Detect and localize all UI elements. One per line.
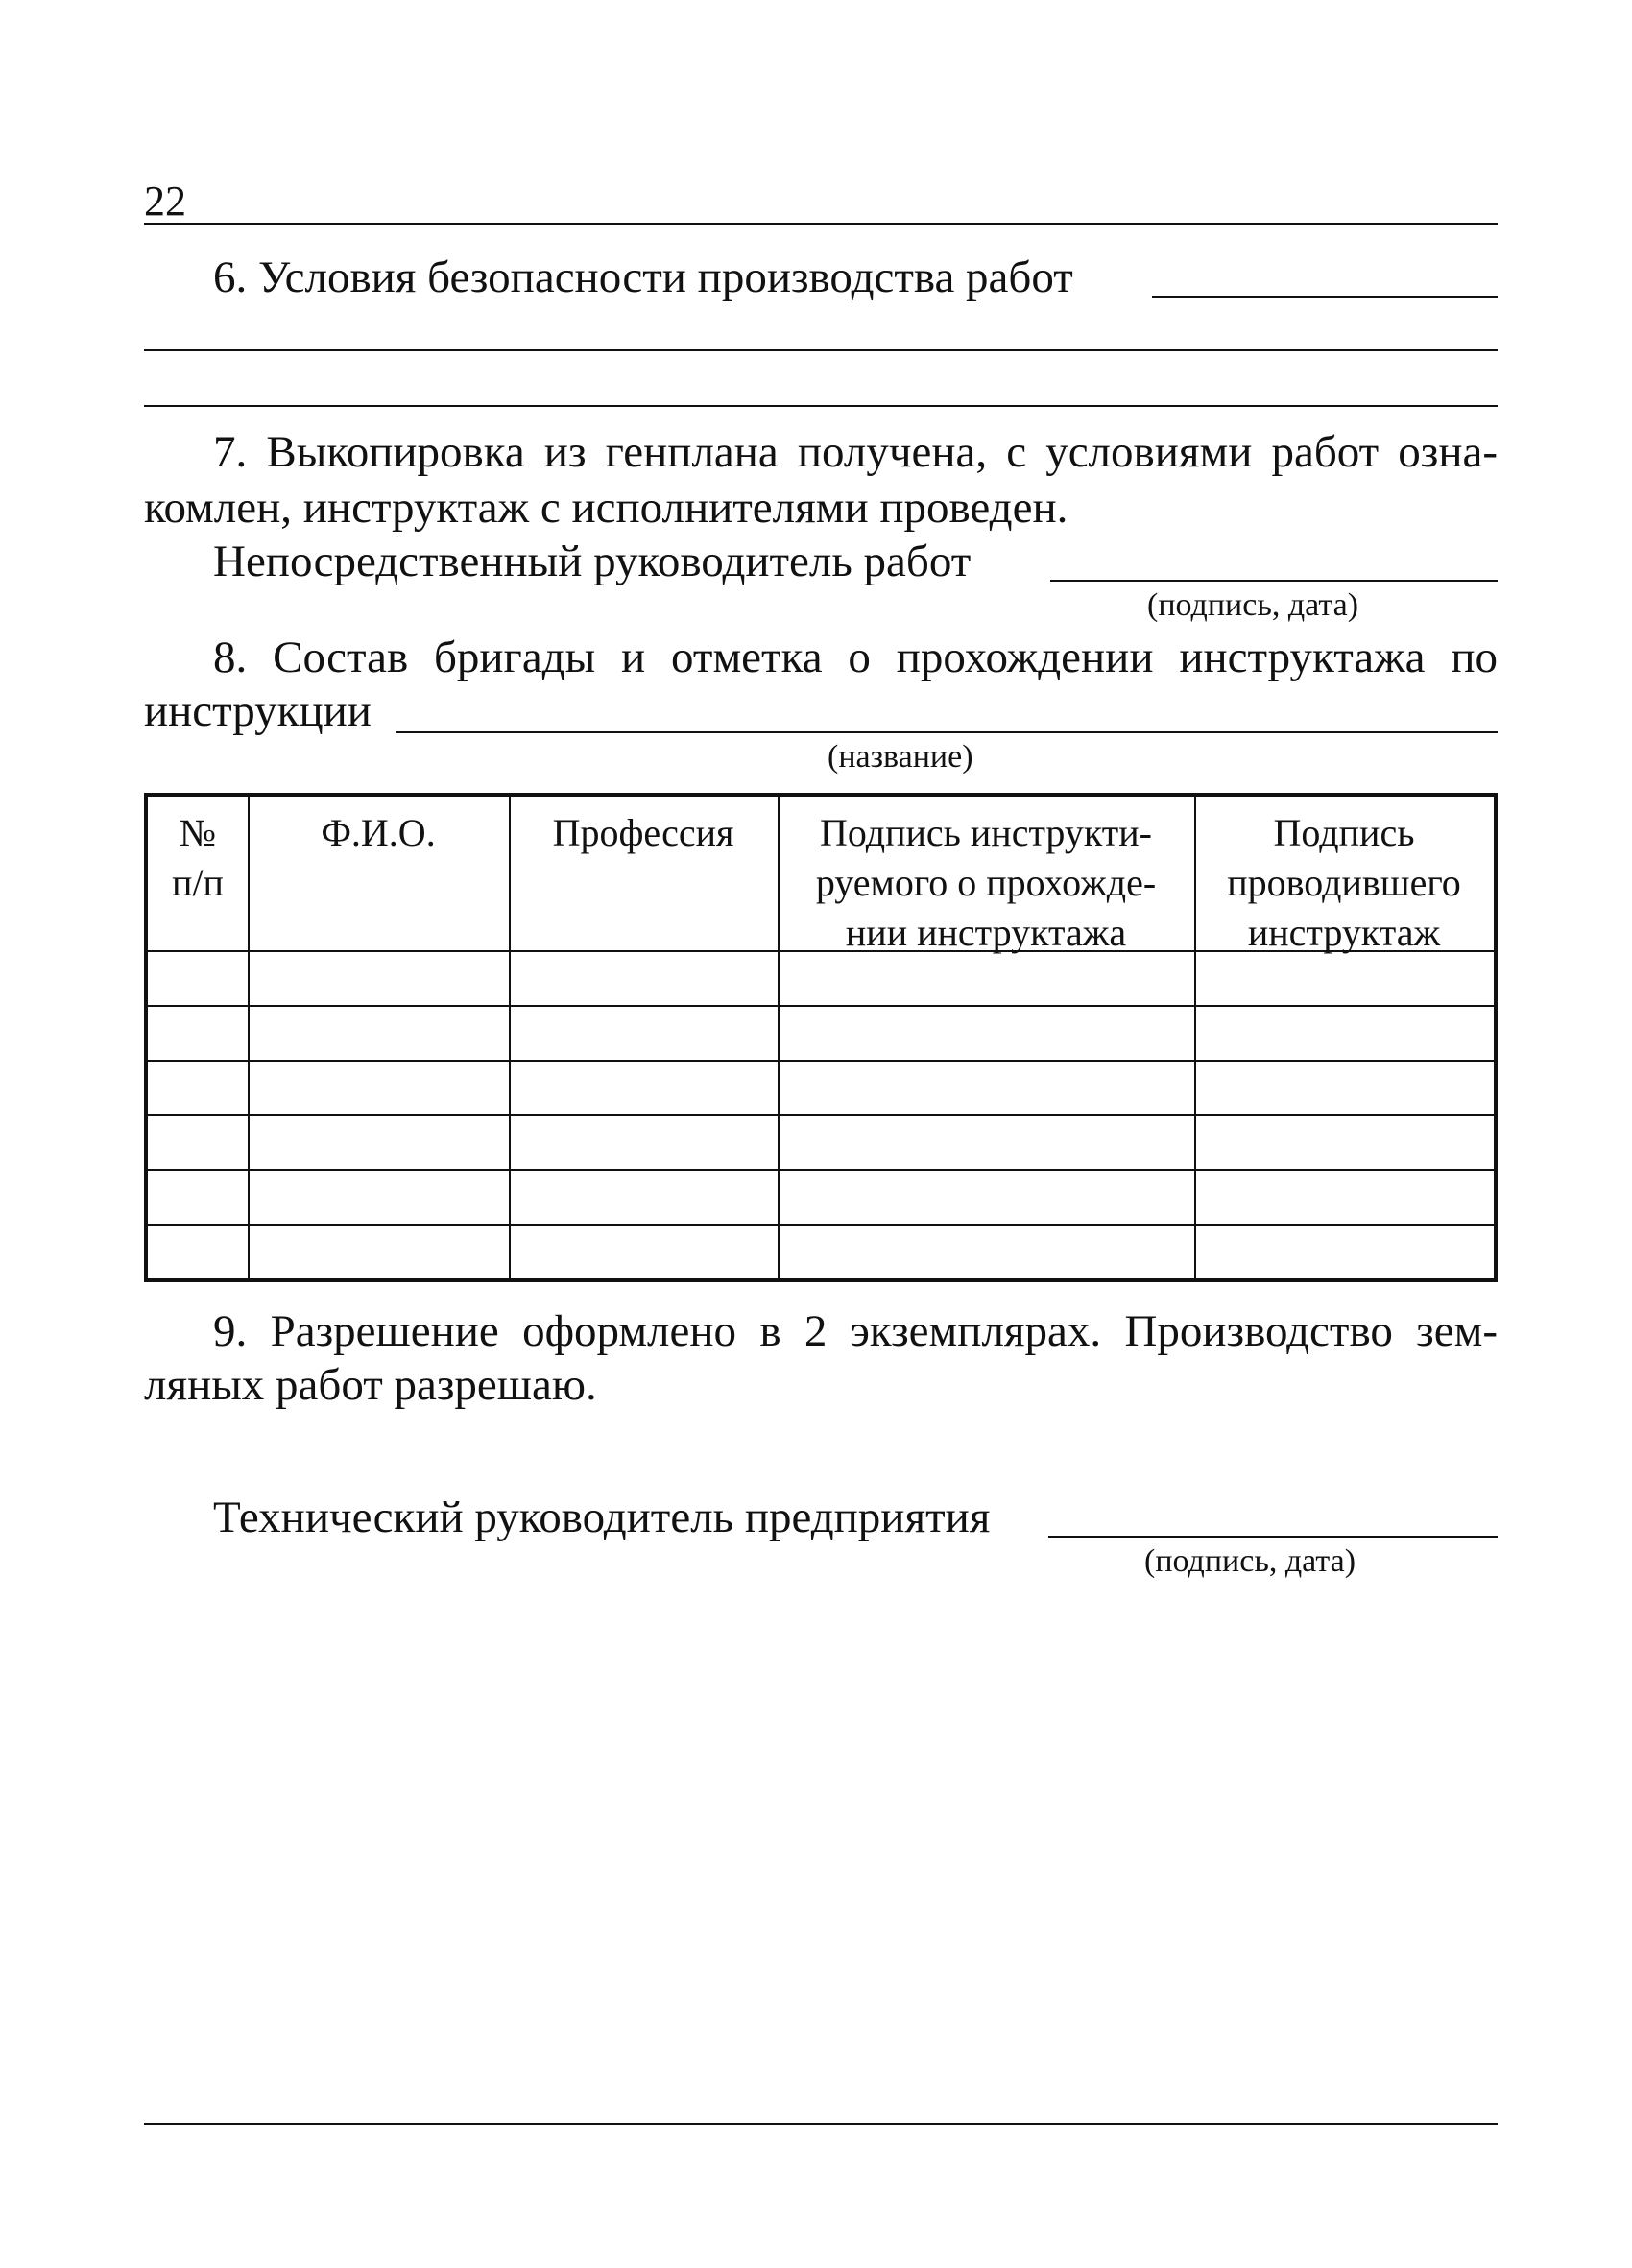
section-8-name-caption: (название)	[828, 739, 973, 775]
header-trainee-line-2: руемого о прохожде-	[815, 861, 1157, 904]
header-number-line-1: №	[179, 811, 217, 854]
header-instructor-line-3: инструктаж	[1247, 911, 1441, 954]
header-fio-line-1: Ф.И.О.	[321, 811, 436, 854]
row-divider-4	[148, 1169, 1494, 1171]
section-7-line-2: комлен, инструктаж с исполнителями проведен.	[144, 483, 1068, 533]
section-8-instruction-blank	[396, 731, 1498, 733]
header-profession-line-1: Профессия	[552, 811, 734, 854]
section-7-signature-caption: (подпись, дата)	[1147, 587, 1359, 623]
section-6-label: 6. Условия безопасности производства работ	[213, 252, 1073, 302]
footer-rule	[144, 2123, 1498, 2125]
header-instructor-line-2: проводившего	[1227, 861, 1461, 904]
section-7-signature-blank	[1050, 580, 1498, 582]
crew-table	[144, 793, 1498, 1282]
page-number: 22	[144, 178, 186, 225]
row-divider-1	[148, 1005, 1494, 1007]
section-9-signature-caption: (подпись, дата)	[1144, 1543, 1356, 1579]
header-instructor-line-1: Подпись	[1273, 811, 1415, 854]
header-number-line-2: п/п	[172, 861, 224, 904]
row-divider-2	[148, 1060, 1494, 1062]
section-9-signature-blank	[1048, 1536, 1498, 1538]
header-cell-trainee-signature	[778, 797, 1194, 954]
header-cell-number	[148, 797, 248, 950]
section-8-line-1: 8. Состав бригады и отметка о прохождении инструктажа по	[213, 633, 1498, 682]
section-6-blank-1	[1152, 296, 1498, 298]
header-rule	[144, 223, 1498, 225]
header-cell-instructor-signature	[1194, 797, 1494, 954]
section-9-line-1: 9. Разрешение оформлено в 2 экземплярах. Производство зем-	[213, 1306, 1498, 1356]
row-divider-3	[148, 1114, 1494, 1116]
header-cell-profession	[509, 797, 778, 950]
section-8-line-2: инструкции	[144, 686, 372, 736]
section-9-line-2: ляных работ разрешаю.	[144, 1360, 597, 1410]
header-trainee-line-1: Подпись инструкти-	[819, 811, 1152, 854]
header-cell-fio	[248, 797, 509, 950]
section-6-blank-2	[144, 349, 1498, 351]
section-7-line-1: 7. Выкопировка из генплана получена, с условиями работ озна-	[213, 427, 1498, 477]
section-6-blank-3	[144, 405, 1498, 407]
header-trainee-line-3: нии инструктажа	[845, 911, 1127, 954]
row-divider-5	[148, 1224, 1494, 1226]
section-7-signer-label: Непосредственный руководитель работ	[213, 537, 972, 586]
section-9-signer-label: Технический руководитель предприятия	[213, 1492, 991, 1542]
